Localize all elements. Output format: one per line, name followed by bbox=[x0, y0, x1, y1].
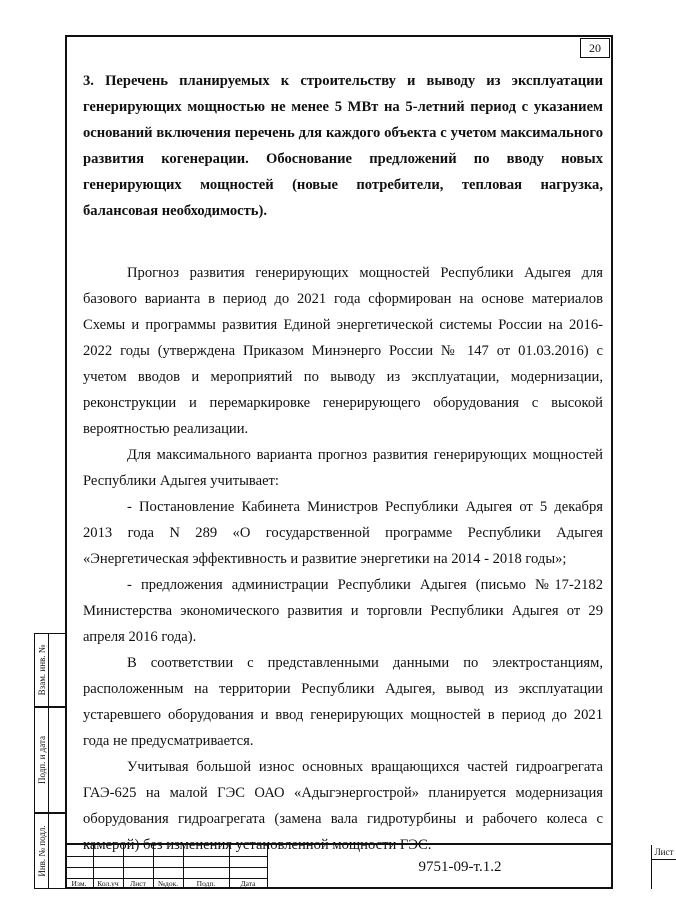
document-body bbox=[83, 68, 603, 858]
doc-number-cell bbox=[267, 845, 652, 889]
section-heading: 3. Перечень планируемых к строительству и выводу из эксплуатации генерирующих мощностью не менее 5 МВт на 5-летний период с указанием оснований включения перечень для каждого объекта с учетом максимального развития когенерации. Обоснование предложений по вводу новых генерирующих мощностей (новые потребители, тепловая нагрузка, балансовая необходимость). bbox=[83, 73, 603, 219]
paragraph-no-changes: В соответствии с представленными данными по электростанциям, расположенным на территории Республики Адыгея, вывод из эксплуатации устаревшего оборудования и ввод генерирующих мощностей в период до 2021 года не предусматривается. bbox=[83, 655, 603, 749]
stamp-podp bbox=[34, 707, 65, 813]
stamp-podp-label: Подп. и дата bbox=[36, 735, 47, 785]
title-block bbox=[65, 843, 674, 889]
page-number: 20 bbox=[580, 38, 610, 58]
sheet-cell bbox=[651, 845, 676, 889]
doc-number: 9751-09-т.1.2 bbox=[418, 859, 502, 875]
revision-grid bbox=[65, 845, 267, 889]
paragraph-modernization: Учитывая большой износ основных вращающихся частей гидроагрегата ГАЭ-625 на малой ГЭС ОАО «Адыгэнергострой» планируется модернизация оборудования гидроагрегата (замена вала гидротурбины и рабочего колеса с камерой) без изменения установленной мощности ГЭС. bbox=[83, 759, 603, 853]
stamp-vzam-label: Взам. инв. № bbox=[36, 644, 47, 696]
sheet-label: Лист bbox=[652, 845, 676, 860]
list-item-proposals: - предложения администрации Республики Адыгея (письмо №17-2182 Министерства экономического развития и торговли Республики Адыгея от 29 апреля 2016 года). bbox=[83, 577, 603, 645]
stamp-vzam bbox=[34, 633, 65, 707]
stamp-inv-label: Инв. № подл. bbox=[36, 825, 47, 877]
paragraph-forecast-base: Прогноз развития генерирующих мощностей Республики Адыгея для базового варианта в период до 2021 года сформирован на основе материалов Схемы и программы развития Единой энергетической системы России на 2016-2022 годы (утверждена Приказом Минэнерго России № 147 от 01.03.2016) с учетом вводов и мероприятий по выводу из эксплуатации, модернизации, реконструкции и перемаркировке генерирующего оборудования с высокой вероятностью реализации. bbox=[83, 265, 603, 437]
header-data: Дата bbox=[240, 879, 256, 888]
header-izm: Изм. bbox=[71, 879, 87, 888]
header-koluch: Кол.уч bbox=[97, 879, 119, 888]
stamp-inv bbox=[34, 813, 65, 889]
header-podp: Подп. bbox=[196, 879, 216, 888]
header-ndok: №док. bbox=[157, 879, 179, 888]
list-item-resolution: - Постановление Кабинета Министров Республики Адыгея от 5 декабря 2013 года N 289 «О государственной программе Республики Адыгея «Энергетическая эффективность и развитие энергетики на 2014 - 2018 годы»; bbox=[83, 499, 603, 567]
paragraph-max-variant: Для максимального варианта прогноз развития генерирующих мощностей Республики Адыгея учитывает: bbox=[83, 447, 603, 489]
header-list: Лист bbox=[130, 879, 146, 888]
